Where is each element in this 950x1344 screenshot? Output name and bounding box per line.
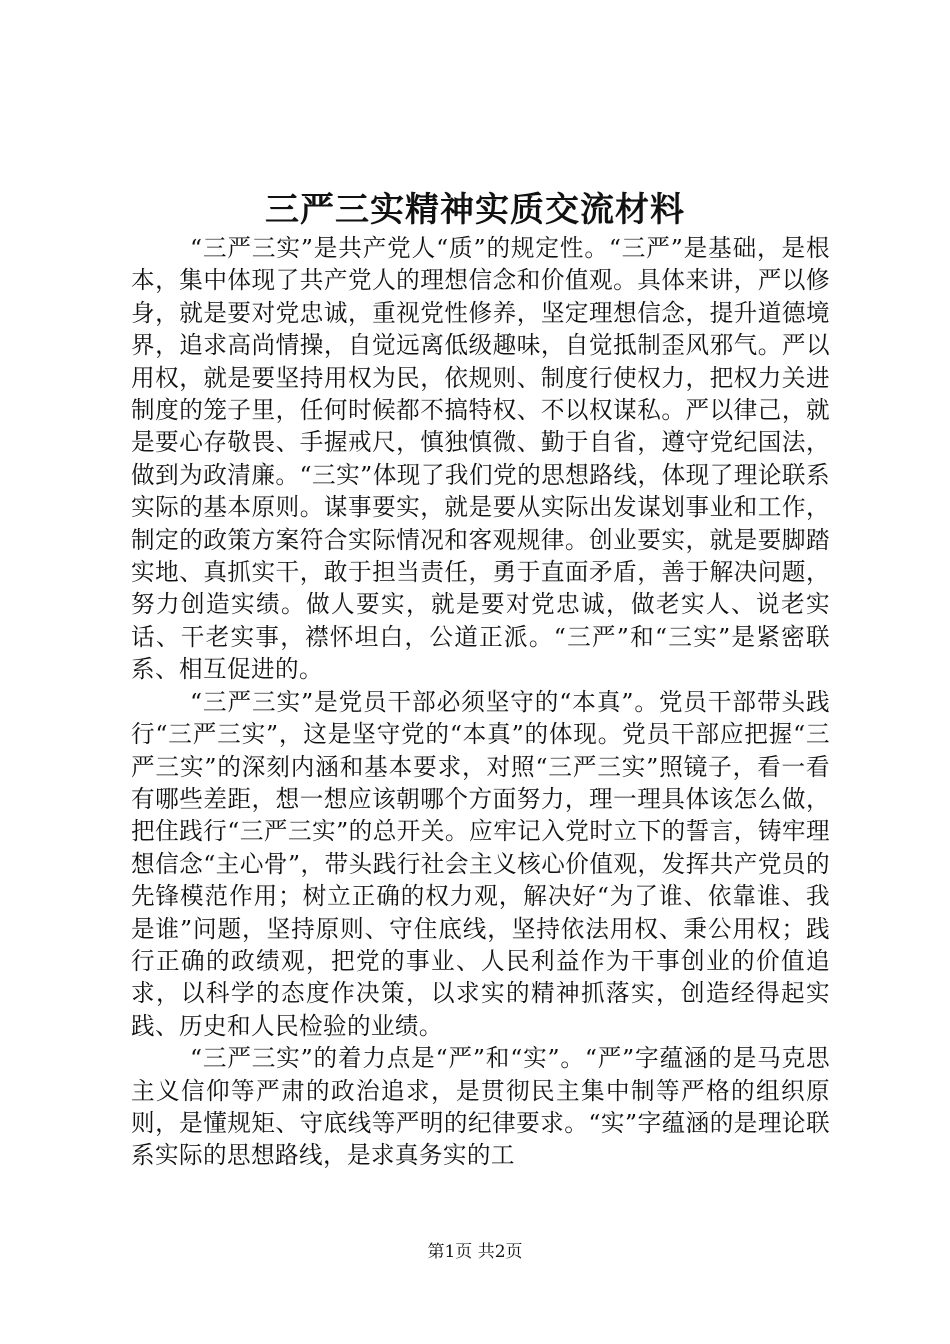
- document-body: [131, 232, 830, 1172]
- document-title: 三严三实精神实质交流材料: [265, 190, 685, 230]
- paragraph-2: “三严三实”是党员干部必须坚守的“本真”。党员干部带头践行“三严三实”，这是坚守党的“本真”的体现。党员干部应把握“三严三实”的深刻内涵和基本要求，对照“三严三实”照镜子，看一看有哪些差距，想一想应该朝哪个方面努力，理一理具体该怎么做，把住践行“三严三实”的总开关。应牢记入党时立下的誓言，铸牢理想信念“主心骨”，带头践行社会主义核心价值观，发挥共产党员的先锋模范作用；树立正确的权力观，解决好“为了谁、依靠谁、我是谁”问题，坚持原则、守住底线，坚持依法用权、秉公用权；践行正确的政绩观，把党的事业、人民利益作为干事创业的价值追求，以科学的态度作决策，以求实的精神抓落实，创造经得起实践、历史和人民检验的业绩。: [131, 687, 830, 1040]
- page-number: 第1页 共2页: [427, 1242, 523, 1262]
- paragraph-3: “三严三实”的着力点是“严”和“实”。“严”字蕴涵的是马克思主义信仰等严肃的政治追求，是贯彻民主集中制等严格的组织原则，是懂规矩、守底线等严明的纪律要求。“实”字蕴涵的是理论联系实际的思想路线，是求真务实的工: [131, 1044, 830, 1170]
- paragraph-1: “三严三实”是共产党人“质”的规定性。“三严”是基础，是根本，集中体现了共产党人的理想信念和价值观。具体来讲，严以修身，就是要对党忠诚，重视党性修养，坚定理想信念，提升道德境界，追求高尚情操，自觉远离低级趣味，自觉抵制歪风邪气。严以用权，就是要坚持用权为民，依规则、制度行使权力，把权力关进制度的笼子里，任何时候都不搞特权、不以权谋私。严以律己，就是要心存敬畏、手握戒尺，慎独慎微、勤于自省，遵守党纪国法，做到为政清廉。“三实”体现了我们党的思想路线，体现了理论联系实际的基本原则。谋事要实，就是要从实际出发谋划事业和工作，制定的政策方案符合实际情况和客观规律。创业要实，就是要脚踏实地、真抓实干，敢于担当责任，勇于直面矛盾，善于解决问题，努力创造实绩。做人要实，就是要对党忠诚，做老实人、说老实话、干老实事，襟怀坦白，公道正派。“三严”和“三实”是紧密联系、相互促进的。: [131, 234, 830, 684]
